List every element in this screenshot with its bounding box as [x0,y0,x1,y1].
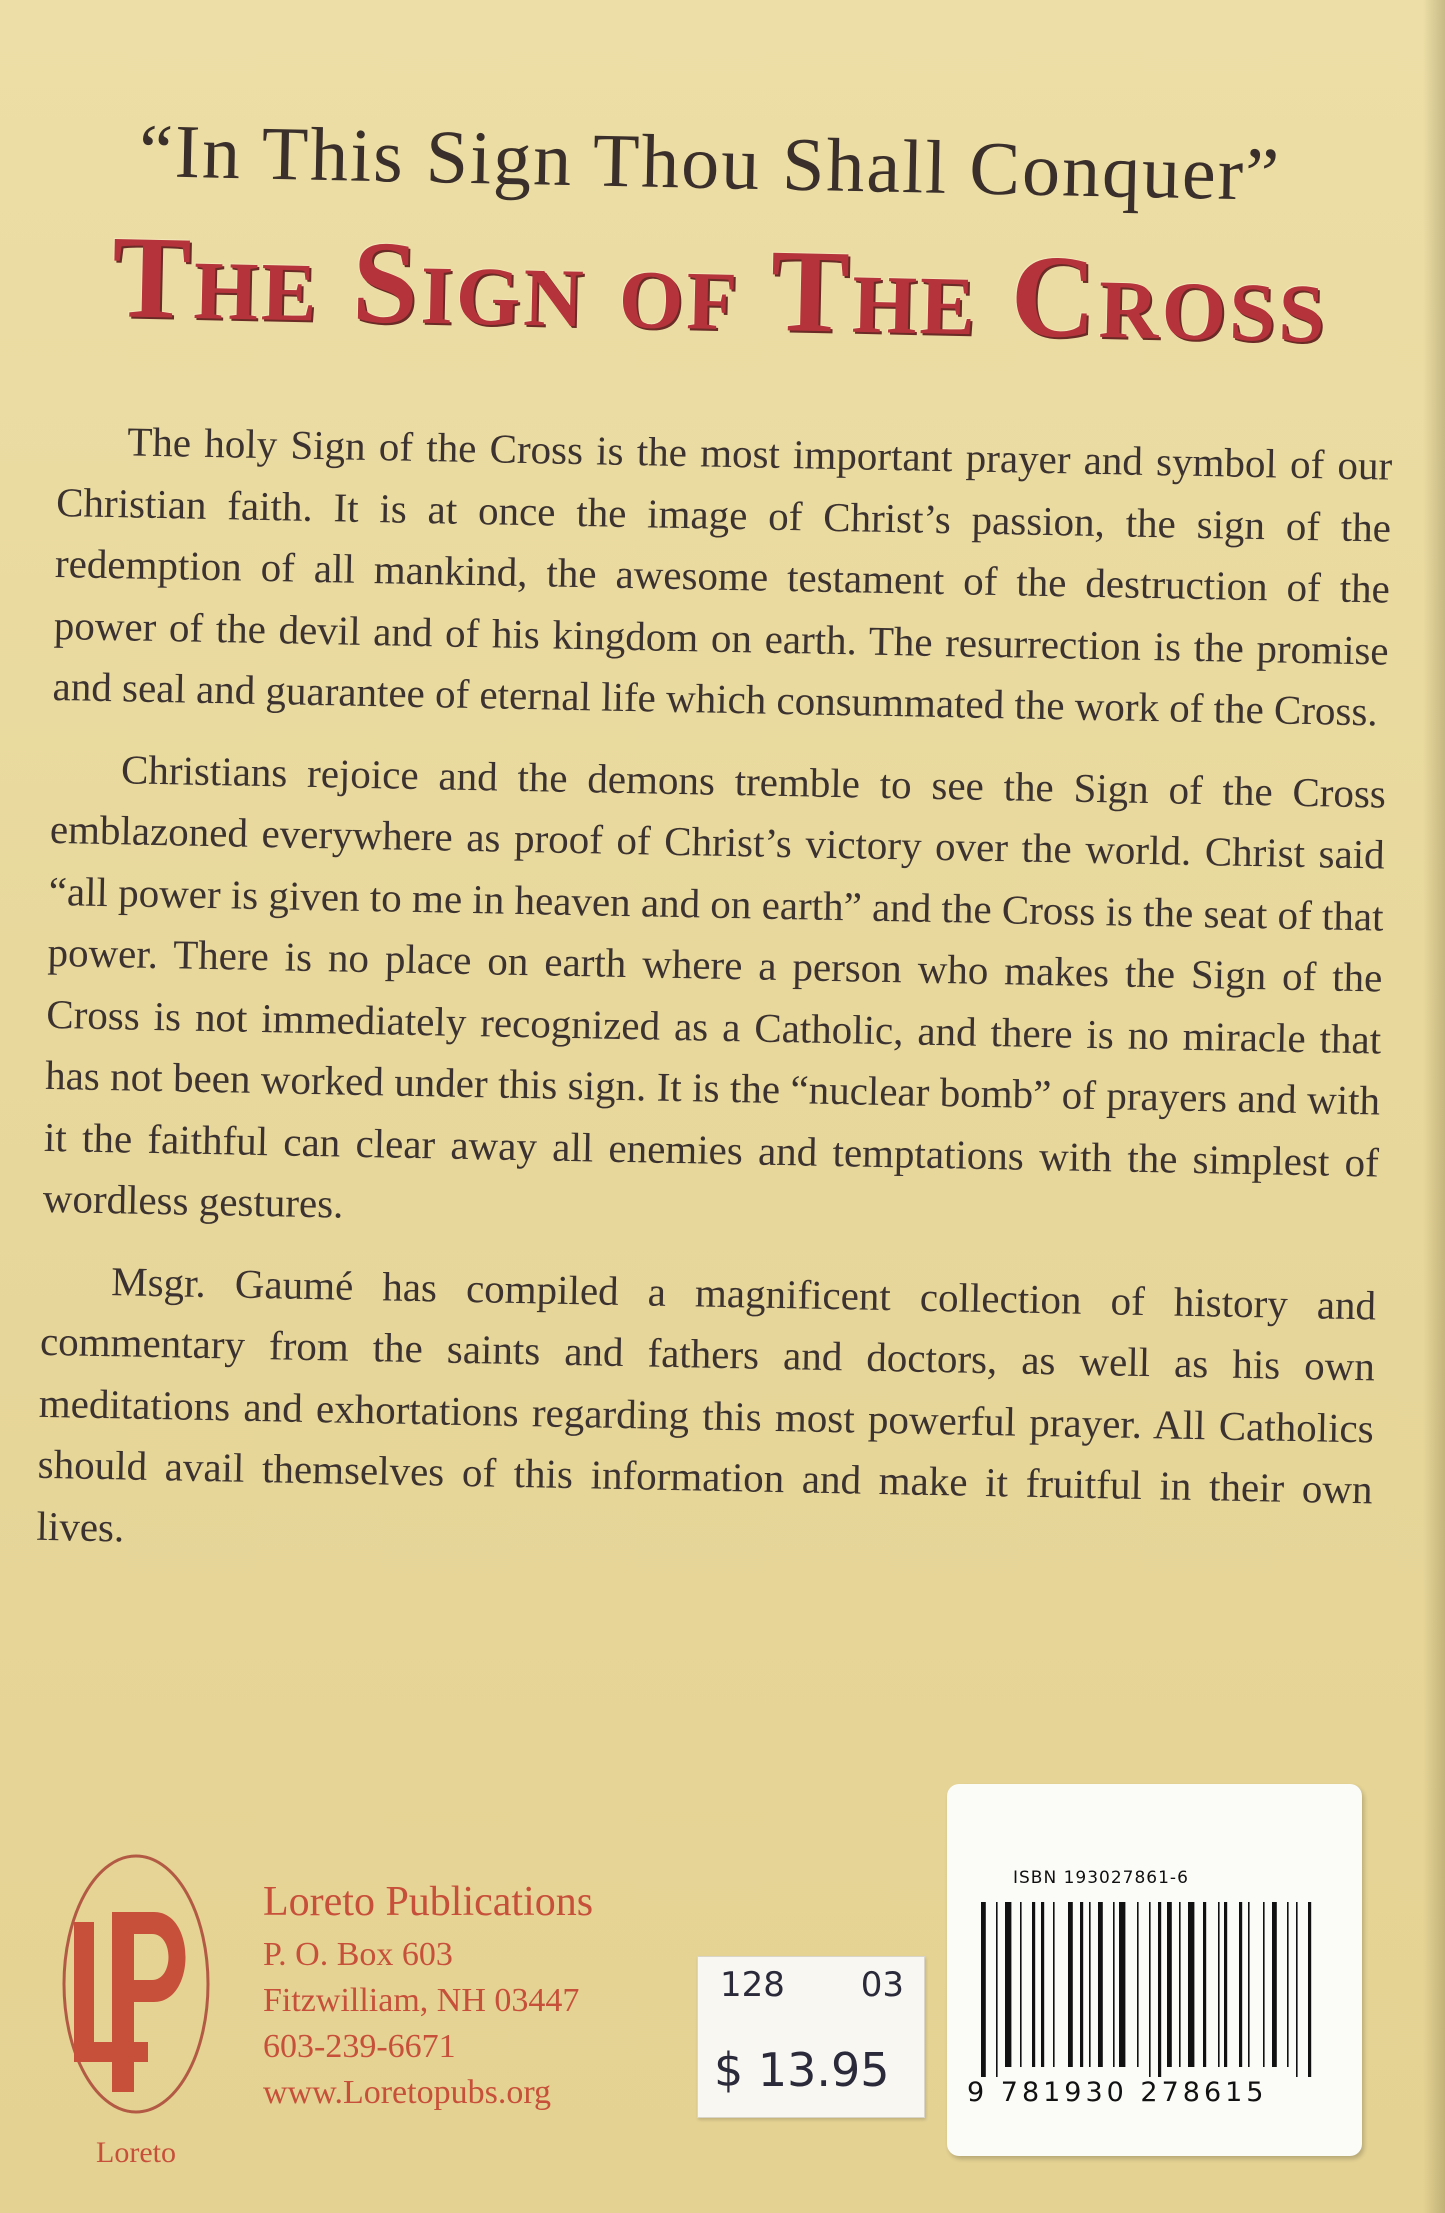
price-sub-code: 03 [860,1965,904,2005]
barcode-bar [1272,1902,1277,2067]
barcode-bar [996,1902,998,2077]
barcode-bar [1158,1902,1161,2077]
cover-title: The Sign of The Cross [110,211,1330,368]
cover-edge-shadow [1423,0,1445,2213]
publisher-website: www.Loretopubs.org [263,2074,552,2111]
barcode-bar [1020,1902,1022,2067]
barcode-label [947,1784,1362,2156]
barcode-bar [1053,1902,1055,2067]
description-paragraph: Christians rejoice and the demons tremble to see the Sign of the Cross emblazoned everywhere as proof of Christ’s victory over the world. Christ said “all power is given to me in heaven and on earth” and the Cross is the seat of that power. There is no place on earth where a person who makes the Sign of the Cross is not immediately recognized as a Catholic, and there is no miracle that has not been worked under this sign. It is the “nuclear bomb” of prayers and with it the faithful can clear away all enemies and temptations with the simplest of wordless gestures. [42,745,1387,1227]
price-value: $ 13.95 [714,2043,890,2097]
barcode-bar [1149,1902,1151,2077]
barcode-bar [1005,1902,1011,2067]
description-paragraph: The holy Sign of the Cross is the most important prayer and symbol of our Christian faith. It is at once the image of Christ’s passion, the sign of the redemption of all mankind, the awesome testament of the destruction of the power of the devil and of his kingdom on earth. The resurrection is the promise and seal and guarantee of eternal life which consummated the work of the Cross. [52,418,1393,735]
barcode-bar [1167,1902,1172,2067]
barcode-bar [1263,1902,1265,2067]
barcode-bar [1032,1902,1035,2067]
barcode-bar [1068,1902,1073,2067]
price-sticker [697,1956,925,2118]
barcode-bar [1041,1902,1044,2067]
barcode-bar [1308,1902,1311,2077]
isbn-label: ISBN 193027861-6 [1013,1868,1189,1888]
publisher-name: Loreto Publications [263,1879,594,1925]
barcode-bar [1119,1902,1125,2067]
publisher-address-line2: Fitzwilliam, NH 03447 [263,1982,580,2019]
logo-caption: Loreto [96,2136,176,2169]
barcode-bar [1089,1902,1091,2067]
barcode-bar [1287,1902,1289,2067]
barcode-bar [1188,1902,1194,2067]
barcode-digits: 9 781930 278615 [967,2077,1268,2108]
barcode-bar [1218,1902,1220,2067]
description-text [36,410,1393,1602]
barcode-bar [1224,1902,1227,2067]
barcode-bar [1179,1902,1181,2067]
publisher-phone: 603-239-6671 [263,2028,456,2065]
publisher-address-line1: P. O. Box 603 [263,1936,453,1973]
barcode-bar [1098,1902,1103,2067]
description-paragraph: Msgr. Gaumé has compiled a magnificent collection of history and commentary from the saints and fathers and doctors, as well as his own meditations and exhortations regarding this most powerful prayer. All Catholics should avail themselves of this information and make it fruitful in their own lives. [36,1257,1377,1550]
barcode-bar [1248,1902,1250,2067]
cover-tagline: “In This Sign Thou Shall Conquer” [138,109,1282,217]
barcode-bar [1203,1902,1206,2067]
barcode-bar [1296,1902,1298,2077]
barcode-bar [1137,1902,1139,2067]
barcode-icon [977,1902,1332,2077]
barcode-bar [1113,1902,1115,2067]
barcode-bar [1080,1902,1083,2067]
loreto-logo [56,1852,216,2172]
price-code: 128 [720,1965,785,2005]
publisher-info [263,1872,593,2116]
barcode-bar [981,1902,986,2077]
barcode-bar [1239,1902,1242,2067]
